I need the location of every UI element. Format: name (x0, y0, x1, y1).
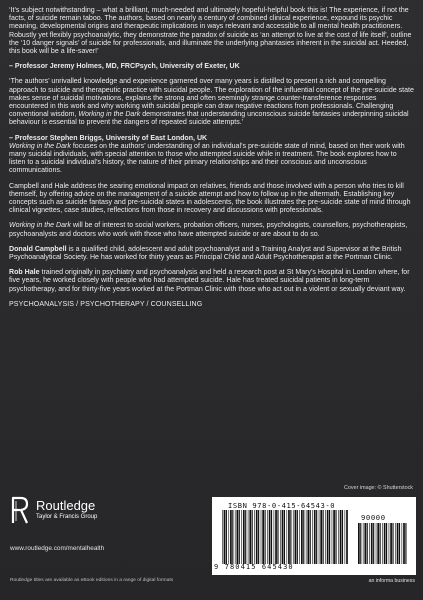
barcode-bar (338, 510, 339, 564)
barcode-bar (345, 510, 346, 564)
isbn-barcode (212, 497, 416, 575)
barcode-bar (301, 510, 303, 564)
barcode-bar (288, 510, 290, 564)
author-bio-text: trained originally in psychiatry and psychoanalysis and held a research post at St Mary’s Hospital in London where, for five years, he worked closely with people who had attempted suicide. Hale has treated suicidal patients in long-term psychotherapy, and for thirty-five years worked at the Portman Clinic with those who act out in a violent or sexually deviant way. (9, 269, 410, 293)
barcode-bar (299, 510, 300, 564)
barcode-bar (382, 523, 383, 564)
book-title-inline: Working in the Dark (9, 222, 71, 230)
barcode-bar (384, 523, 386, 564)
barcode-bar (399, 523, 400, 564)
barcode-bar (332, 510, 333, 564)
author-name: Donald Campbell (9, 245, 67, 253)
description-text: will be of interest to social workers, probation officers, nurses, psychologists, counsellors, psychotherapists, psychoanalysts and doctors who work with those who have attempted suicide or are about to do so. (9, 222, 408, 238)
barcode-bar (346, 510, 348, 564)
barcode-bar (256, 510, 258, 564)
barcode-bar (241, 510, 242, 564)
endorsement-attribution-holmes: – Professor Jeremy Holmes, MD, FRCPsych, University of Exeter, UK (9, 63, 240, 71)
barcode-bar (402, 523, 403, 564)
barcode-bar (269, 510, 271, 564)
barcode-bar (335, 510, 336, 564)
barcode-bar (392, 523, 393, 564)
author-name: Rob Hale (9, 269, 40, 277)
description-paragraph-3 (9, 222, 415, 238)
barcode-bar (403, 523, 405, 564)
publisher-logo (10, 492, 170, 532)
barcode-bar (303, 510, 304, 564)
author-bio-campbell (9, 246, 415, 262)
barcode-bar (243, 510, 245, 564)
barcode-bar (397, 523, 399, 564)
book-title-inline: Working in the Dark (78, 111, 141, 119)
price-addon-barcode-bars (358, 523, 408, 564)
barcode-bar (275, 510, 277, 564)
barcode-bar (284, 510, 285, 564)
barcode-bar (327, 510, 329, 564)
barcode-bar (369, 523, 370, 564)
back-cover-text (9, 7, 415, 309)
endorsement-attribution-briggs: – Professor Stephen Briggs, University of East London, UK (9, 134, 208, 142)
isbn-number: ISBN 978-0-415-64543-0 (228, 501, 336, 510)
barcode-bar (252, 510, 253, 564)
barcode-bar (405, 523, 406, 564)
book-title-inline: Working in the Dark (9, 142, 71, 150)
barcode-bar (267, 510, 268, 564)
barcode-bar (306, 510, 307, 564)
author-bio-hale (9, 269, 415, 294)
description-paragraph-2: Campbell and Hale address the searing emotional impact on relatives, friends and those involved with a person who tries to kill themself, by offering advice on the management of a suicide attempt and how to follow up in the aftermath. Establishing key concepts such as suicide fantasy and pre-suicidal states in adolescents, the book illustrates the pre-suicide state of mind through clinical vignettes, case studies, reflections from those in recovery and discussions with professionals. (9, 182, 411, 215)
barcode-bar (290, 510, 291, 564)
cover-image-credit: Cover image: © Shutterstock (344, 485, 413, 491)
publisher-group: Taylor & Francis Group (36, 514, 98, 520)
description-paragraph-1 (9, 143, 415, 176)
informa-business-tagline: an informa business (368, 578, 415, 584)
barcode-bar (325, 510, 326, 564)
barcode-bar (377, 523, 379, 564)
endorsement-quote-briggs (9, 78, 415, 127)
barcode-bar (258, 510, 259, 564)
quote-text-part: demonstrates that understanding unconscious suicide fantasies underpinning suicidal behaviour is essential to prevent the dangers of repeated suicide attempts.’ (9, 111, 409, 127)
barcode-bar (237, 510, 239, 564)
barcode-bar (262, 510, 264, 564)
barcode-bar (380, 523, 381, 564)
barcode-bar (235, 510, 236, 564)
barcode-bar (293, 510, 294, 564)
barcode-bar (373, 523, 374, 564)
routledge-r-logo-icon (10, 495, 30, 525)
barcode-bar (314, 510, 316, 564)
barcode-bar (280, 510, 281, 564)
author-bio-text: is a qualified child, adolescent and adult psychoanalyst and a Training Analyst and Supervisor at the British Psychoanalytical Society. He has worked for thirty years as Principal Child and Adult Psychotherapist at the Portman Clinic. (9, 245, 402, 262)
barcode-bar (245, 510, 246, 564)
barcode-bar (371, 523, 373, 564)
barcode-bar (287, 510, 288, 564)
barcode-bar (358, 523, 360, 564)
barcode-bar (312, 510, 313, 564)
barcode-bar (323, 510, 324, 564)
barcode-bar (271, 510, 272, 564)
ebook-availability-note: Routledge titles are available as eBook editions in a range of digital formats (10, 578, 174, 583)
barcode-bar (360, 523, 361, 564)
barcode-bar (226, 510, 227, 564)
barcode-bar (386, 523, 387, 564)
barcode-bar (230, 510, 232, 564)
barcode-bar (222, 510, 223, 564)
barcode-bar (316, 510, 317, 564)
barcode-bar (277, 510, 278, 564)
quote-text-part: ‘The authors’ unrivalled knowledge and experience garnered over many years is distilled to present a rich and compelling approach to suicide and therapeutic practice with suicidal people. The exploration of the influential concept of the pre-suicide state makes sense of suicidal motivations, explains the strong and often seemingly strange counter-transference responses encountered in this work and why working with suicidal people can draw negative reactions from professionals. Challenging conventional wisdom, (9, 78, 414, 119)
barcode-bar (239, 510, 240, 564)
barcode-bar (342, 510, 343, 564)
barcode-bar (249, 510, 251, 564)
description-text: focuses on the authors’ understanding of an individual’s pre-suicide state of mind, based on their work with many suicidal individuals, with special attention to those who attempted suicide while in treatment. The book explores how to listen to a suicidal individual’s history, the nature of their primary relationships and their conscious and unconscious communications. (9, 142, 405, 175)
barcode-bar (320, 510, 322, 564)
ean-digits: 9 780415 645430 (214, 563, 294, 571)
endorsement-quote-holmes: ‘It’s subject notwithstanding – what a brilliant, much-needed and ultimately hopeful-helpful book this is! The experience, if not the facts, of suicide remain taboo. The authors, based on nearly a century of combined clinical experience, expound its psychic meaning, developmental origins and therapeutic implications in ways relevant and accessible to all mental health practitioners. Robustly yet flexibly psychoanalytic, they demonstrate the paradox of suicide as ‘an attempt to live at the cost of life itself’, outline the ‘10 danger signals’ of suicide for professionals, and illuminate the underlying phantasies inherent in the suicidal act. Heeded, this book will be a life-saver!’ (9, 7, 412, 56)
barcode-bar (254, 510, 255, 564)
barcode-bar (224, 510, 226, 564)
barcode-bar (297, 510, 298, 564)
barcode-bar (232, 510, 233, 564)
barcode-bar (340, 510, 342, 564)
barcode-bar (390, 523, 392, 564)
barcode-bar (376, 523, 377, 564)
barcode-bar (295, 510, 297, 564)
barcode-bar (282, 510, 284, 564)
barcode-bar (329, 510, 330, 564)
barcode-bar (363, 523, 364, 564)
barcode-bar (319, 510, 320, 564)
barcode-bar (274, 510, 275, 564)
subject-categories: PSYCHOANALYSIS / PSYCHOTHERAPY / COUNSELLING (9, 300, 203, 308)
barcode-bar (395, 523, 396, 564)
barcode-bar (310, 510, 311, 564)
barcode-bar (307, 510, 309, 564)
barcode-bar (248, 510, 249, 564)
publisher-url: www.routledge.com/mentalhealth (10, 545, 105, 552)
barcode-bar (228, 510, 229, 564)
publisher-name: Routledge (36, 498, 96, 513)
barcode-bar (389, 523, 390, 564)
price-code: 90000 (361, 513, 386, 522)
barcode-bar (364, 523, 366, 564)
barcode-bar (265, 510, 266, 564)
ean-barcode-bars (222, 510, 348, 564)
barcode-bar (333, 510, 335, 564)
barcode-bar (261, 510, 262, 564)
barcode-bar (367, 523, 368, 564)
